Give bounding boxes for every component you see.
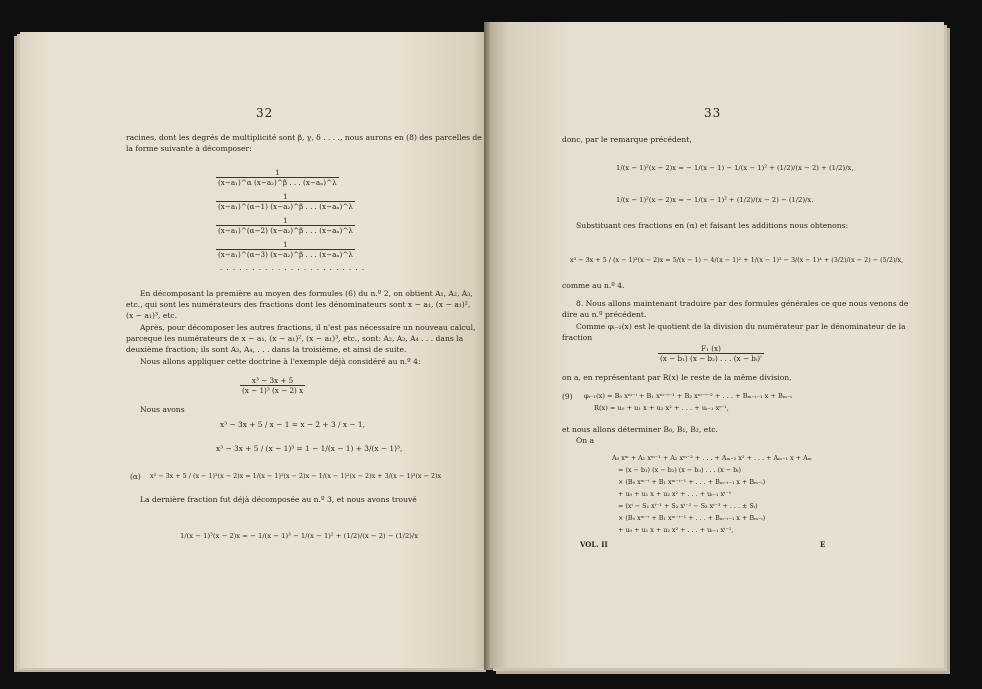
paragraph-line: Nous allons appliquer cette doctrine à l'exemple déjà considéré au n.º 4: <box>140 357 421 366</box>
equation: = (xⁱ − S₁ xⁱ⁻¹ + S₂ xⁱ⁻² − S₃ xⁱ⁻³ + . . . ± Sᵢ) <box>618 502 758 510</box>
paragraph-line: deuxième fraction; ils sont A₃, A₄, . . . dans la troisième, et ainsi de suite. <box>126 345 407 354</box>
page-number-right: 33 <box>704 106 722 120</box>
fraction: $\frac{1}{\text{(x−a₁)\textasciicircum{}(α−3) (x−a₂)\textasciicircum{}β . . . (x−aₙ)\textasciicircum{}λ}}$ <box>218 240 353 259</box>
equation: 1/(x − 1)²(x − 2)x = − 1/(x − 1)² + (1/2)/(x − 2) − (1/2)/x. <box>616 196 814 204</box>
paragraph-line: etc., qui sont les numérateurs des fractions dont les dénominateurs sont x − a₁, (x − a₁)², <box>126 300 471 309</box>
paragraph-line: Substituant ces fractions en (α) et faisant les additions nous obtenons: <box>576 221 849 230</box>
paragraph-line: (x − a₁)³, etc. <box>126 311 178 320</box>
equation-label: (9) <box>562 392 573 401</box>
equation: × (B₀ xᵐ⁻ⁱ + B₁ xᵐ⁻ⁱ⁻¹ + . . . + Bₘ₋ᵢ₋₁ x + Bₘ₋ᵢ) <box>618 478 766 486</box>
equation-label: (α) <box>130 472 141 481</box>
paragraph-line: Après, pour décomposer les autres fractions, il n'est pas nécessaire un nouveau calcul, <box>140 323 476 332</box>
paragraph-line: dire au n.º précédent. <box>562 310 647 319</box>
paragraph-line: et nous allons déterminer B₀, B₁, B₂, etc. <box>562 425 718 434</box>
footer-volume: VOL. II <box>580 540 608 549</box>
fraction: $\frac{1}{\text{(x−a₁)\textasciicircum{}(α−2) (x−a₂)\textasciicircum{}β . . . (x−aₙ)\textasciicircum{}λ}}$ <box>218 216 353 235</box>
paragraph-line: 8. Nous allons maintenant traduire par des formules générales ce que nous venons de <box>576 299 909 308</box>
equation: A₀ xᵐ + A₁ xᵐ⁻¹ + A₂ xᵐ⁻² + . . . + Aₘ₋₂ x² + . . . + Aₘ₋₁ x + Aₘ <box>612 454 812 462</box>
equation: × (B₀ xᵐ⁻ⁱ + B₁ xᵐ⁻ⁱ⁻¹ + . . . + Bₘ₋ᵢ₋₁ x + Bₘ₋ᵢ) <box>618 514 766 522</box>
paragraph-line: Nous avons <box>140 405 185 414</box>
paragraph-line: En décomposant la première au moyen des formules (6) du n.º 2, on obtient A₁, A₂, A₃, <box>140 289 473 298</box>
equation: x³ − 3x + 5 / (x − 1)³(x − 2)x = 1/(x − 1)²(x − 2)x − 1/(x − 1)²(x − 2)x + 3/(x − 1)³(x − 2)x <box>150 472 442 480</box>
fraction: $\frac{\text{F₁ (x)}}{\text{(x − b₁) (x − b₂) . . . (x − bᵢ)'}}$ <box>660 344 763 363</box>
equation: x³ − 3x + 5 / x − 1 = x − 2 + 3 / x − 1, <box>220 420 365 429</box>
paragraph-line: racines, dont les degrés de multiplicité sont β, γ, δ . . . ., nous aurons en (8) des parcelles de <box>126 133 482 142</box>
example-fraction: $\frac{\text{x³ − 3x + 5}}{\text{(x − 1)³ (x − 2) x}}$ <box>242 376 304 395</box>
right-page <box>490 22 944 668</box>
left-page <box>20 32 492 668</box>
paragraph-line: donc, par le remarque précédent, <box>562 135 692 144</box>
equation: + u₀ + u₁ x + u₂ x² + . . . + uᵢ₋₁ xⁱ⁻¹ <box>618 490 732 498</box>
equation: R(x) = u₀ + u₁ x + u₂ x² + . . . + uᵢ₋₁ xⁱ⁻¹, <box>594 404 729 412</box>
equation: + u₀ + u₁ x + u₂ x² + . . . + uᵢ₋₁ xⁱ⁻¹, <box>618 526 734 534</box>
equation: x³ − 3x + 5 / (x − 1)³ = 1 − 1/(x − 1) + 3/(x − 1)³, <box>216 444 403 453</box>
fraction: $\frac{1}{\text{(x−a₁)\textasciicircum{}(α−1) (x−a₂)\textasciicircum{}β . . . (x−aₙ)\textasciicircum{}λ}}$ <box>218 192 353 211</box>
footer-signature: E <box>820 540 826 549</box>
paragraph-line: Comme φᵢ₋₁(x) est le quotient de la division du numérateur par le dénominateur de la <box>576 322 906 331</box>
fraction: $\frac{1}{\text{(x−a₁)\textasciicircum{}α (x−a₂)\textasciicircum{}β . . . (x−aₙ)\textasciicircum{}λ}}$ <box>218 168 337 187</box>
paragraph-line: fraction <box>562 333 593 342</box>
page-number-left: 32 <box>256 106 274 120</box>
paragraph-line: la forme suivante à décomposer: <box>126 144 252 153</box>
equation: = (x − b₁) (x − b₂) (x − b₃) . . . (x − bᵢ) <box>618 466 742 474</box>
equation: 1/(x − 1)³(x − 2)x = − 1/(x − 1)³ − 1/(x − 1)² + (1/2)/(x − 2) − (1/2)/x <box>180 532 419 540</box>
paragraph-line: parceque les numérateurs de x − a₁, (x − a₁)², (x − a₁)³, etc., sont: A₂, A₃, A₄ . . . dans la <box>126 334 464 343</box>
paragraph-line: La dernière fraction fut déjà décomposée au n.º 3, et nous avons trouvé <box>140 495 417 504</box>
paragraph-line: comme au n.º 4. <box>562 281 625 290</box>
equation: x³ − 3x + 5 / (x − 1)³(x − 2)x = 5/(x − 1) − 4/(x − 1)² + 1/(x − 1)³ − 3/(x − 1)⁴ + (3/2)/(x − 2) − (5/2)/x, <box>570 256 904 264</box>
paragraph-line: On a <box>576 436 595 445</box>
equation: 1/(x − 1)²(x − 2)x = − 1/(x − 1) − 1/(x − 1)² + (1/2)/(x − 2) + (1/2)/x, <box>616 164 854 172</box>
paragraph-line: on a, en représentant par R(x) le reste de la même division, <box>562 373 792 382</box>
open-book <box>20 22 946 670</box>
dots-line: . . . . . . . . . . . . . . . . . . . . . . . <box>220 264 366 272</box>
equation: φᵢ₋₁(x) = B₀ xᵐ⁻ⁱ + B₁ xᵐ⁻ⁱ⁻¹ + B₂ xᵐ⁻ⁱ⁻² + . . . + Bₘ₋ᵢ₋₁ x + Bₘ₋ᵢ <box>584 392 792 400</box>
